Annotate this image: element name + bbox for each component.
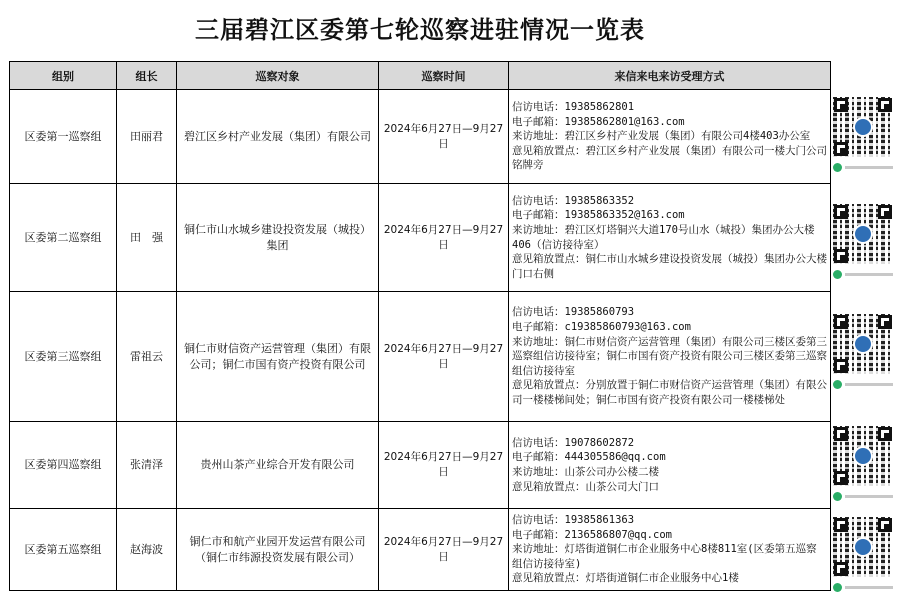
contact-phone: 信访电话：19385860793	[512, 306, 635, 319]
contact-email: 电子邮箱：c19385860793@163.com	[512, 321, 691, 334]
wechat-logo-icon	[853, 537, 873, 557]
qr-code-icon	[833, 426, 893, 504]
leader-cell: 雷祖云	[117, 292, 177, 422]
contact-address: 来访地址：铜仁市财信资产运营管理（集团）有限公司三楼区委第三巡察组信访接待室；铜仁市国有资产投资有限公司三楼区委第三巡察组信访接待室	[512, 335, 827, 377]
leader-cell: 田 强	[117, 184, 177, 292]
wechat-icon	[833, 492, 842, 501]
table-row	[10, 90, 831, 184]
contact-mailbox: 意见箱放置点：灯塔街道铜仁市企业服务中心1楼	[512, 572, 739, 585]
qr-code-icon	[833, 517, 893, 595]
qr-caption	[833, 581, 893, 593]
contact-email: 电子邮箱：444305586@qq.com	[512, 451, 666, 464]
qr-code-icon	[833, 314, 893, 392]
wechat-logo-icon	[853, 117, 873, 137]
time-cell: 2024年6月27日—9月27日	[379, 292, 509, 422]
contact-cell	[509, 90, 831, 184]
group-cell: 区委第二巡察组	[10, 184, 117, 292]
contact-phone: 信访电话：19385863352	[512, 194, 635, 207]
leader-cell: 赵海波	[117, 509, 177, 591]
wechat-logo-icon	[853, 334, 873, 354]
contact-cell	[509, 509, 831, 591]
wechat-logo-icon	[853, 446, 873, 466]
target-cell: 铜仁市和航产业园开发运营有限公司（铜仁市纬源投资发展有限公司）	[177, 509, 379, 591]
wechat-icon	[833, 583, 842, 592]
table-row	[10, 184, 831, 292]
contact-phone: 信访电话：19385862801	[512, 101, 635, 114]
table-row	[10, 422, 831, 509]
contact-mailbox: 意见箱放置点：分别放置于铜仁市财信资产运营管理（集团）有限公司一楼楼梯间处；铜仁市国有资产投资有限公司一楼楼梯处	[512, 379, 827, 406]
qr-pattern	[833, 517, 893, 577]
target-cell: 贵州山茶产业综合开发有限公司	[177, 422, 379, 509]
leader-cell: 张清泽	[117, 422, 177, 509]
qr-pattern	[833, 97, 893, 157]
qr-pattern	[833, 204, 893, 264]
contact-address: 来访地址：碧江区乡村产业发展（集团）有限公司4楼403办公室	[512, 130, 811, 143]
contact-phone: 信访电话：19385861363	[512, 514, 635, 527]
wechat-icon	[833, 380, 842, 389]
qr-code-icon	[833, 97, 893, 175]
contact-mailbox: 意见箱放置点：铜仁市山水城乡建设投资发展（城投）集团办公大楼门口右侧	[512, 253, 827, 280]
target-cell: 碧江区乡村产业发展（集团）有限公司	[177, 90, 379, 184]
qr-caption	[833, 161, 893, 173]
time-cell: 2024年6月27日—9月27日	[379, 184, 509, 292]
contact-phone: 信访电话：19078602872	[512, 436, 635, 449]
table-row	[10, 509, 831, 591]
time-cell: 2024年6月27日—9月27日	[379, 422, 509, 509]
contact-email: 电子邮箱：2136586807@qq.com	[512, 528, 672, 541]
contact-mailbox: 意见箱放置点：山茶公司大门口	[512, 480, 659, 493]
group-cell: 区委第三巡察组	[10, 292, 117, 422]
target-cell: 铜仁市山水城乡建设投资发展（城投）集团	[177, 184, 379, 292]
qr-code-icon	[833, 204, 893, 282]
contact-cell	[509, 422, 831, 509]
qr-pattern	[833, 314, 893, 374]
qr-caption	[833, 490, 893, 502]
contact-address: 来访地址：山茶公司办公楼二楼	[512, 466, 659, 478]
group-cell: 区委第四巡察组	[10, 422, 117, 509]
header-contact: 来信来电来访受理方式	[509, 62, 831, 90]
contact-cell	[509, 184, 831, 292]
time-cell: 2024年6月27日—9月27日	[379, 90, 509, 184]
header-group: 组别	[10, 62, 117, 90]
group-cell: 区委第五巡察组	[10, 509, 117, 591]
leader-cell: 田丽君	[117, 90, 177, 184]
table-header-row	[10, 62, 831, 90]
target-cell: 铜仁市财信资产运营管理（集团）有限公司；铜仁市国有资产投资有限公司	[177, 292, 379, 422]
wechat-icon	[833, 270, 842, 279]
table-row	[10, 292, 831, 422]
contact-mailbox: 意见箱放置点：碧江区乡村产业发展（集团）有限公司一楼大门公司铭牌旁	[512, 144, 827, 172]
header-target: 巡察对象	[177, 62, 379, 90]
qr-pattern	[833, 426, 893, 486]
inspection-table	[9, 61, 831, 591]
header-time: 巡察时间	[379, 62, 509, 90]
contact-address: 来访地址：灯塔街道铜仁市企业服务中心8楼811室(区委第五巡察组信访接待室)	[512, 543, 817, 570]
page-title: 三届碧江区委第七轮巡察进驻情况一览表	[195, 15, 645, 44]
header-leader: 组长	[117, 62, 177, 90]
contact-email: 电子邮箱：19385863352@163.com	[512, 209, 685, 222]
qr-caption	[833, 378, 893, 390]
qr-caption	[833, 268, 893, 280]
wechat-icon	[833, 163, 842, 172]
time-cell: 2024年6月27日—9月27日	[379, 509, 509, 591]
wechat-logo-icon	[853, 224, 873, 244]
contact-email: 电子邮箱：19385862801@163.com	[512, 115, 685, 128]
contact-cell	[509, 292, 831, 422]
contact-address: 来访地址：碧江区灯塔铜兴大道170号山水（城投）集团办公大楼406（信访接待室）	[512, 223, 815, 251]
group-cell: 区委第一巡察组	[10, 90, 117, 184]
